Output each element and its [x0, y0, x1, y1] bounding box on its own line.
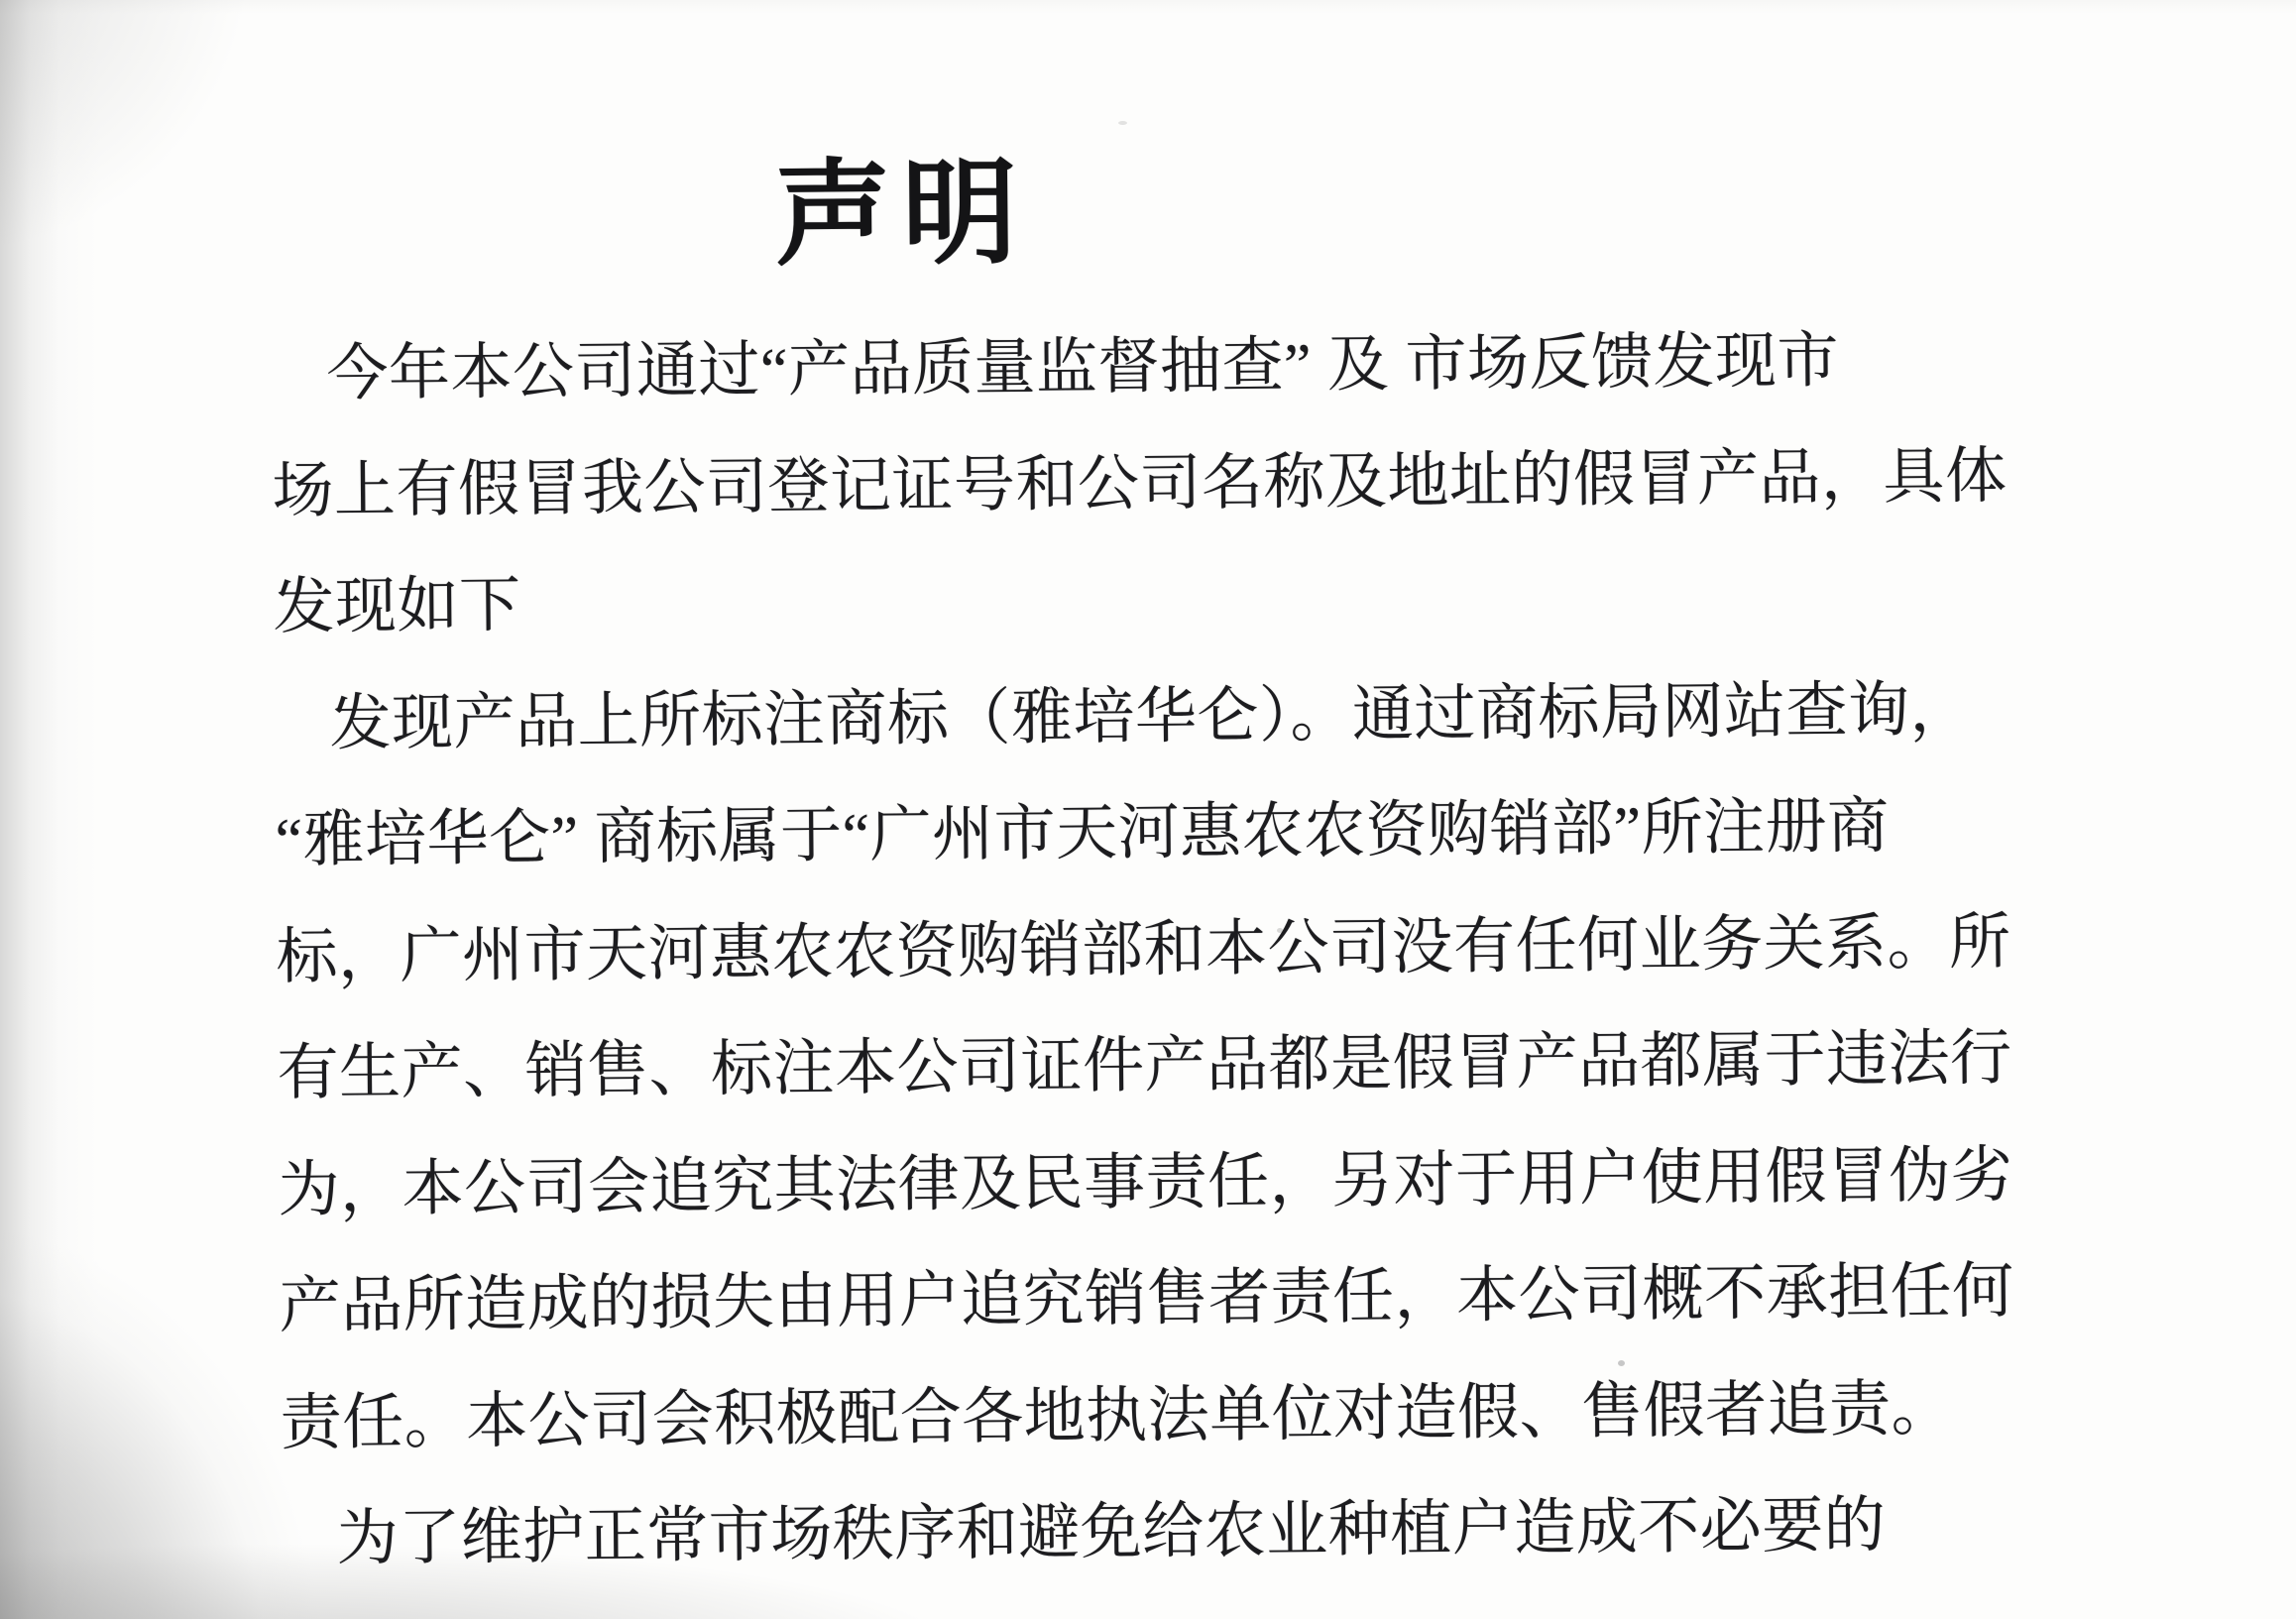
- paragraph-findings: [274, 651, 2045, 1482]
- text-line: 场上有假冒我公司登记证号和公司名称及地址的假冒产品，具体: [272, 442, 2008, 525]
- text-line: 为，本公司会追究其法律及民事责任，另对于用户使用假冒伪劣: [278, 1141, 2013, 1224]
- text-line: 责任。本公司会积极配合各地执法单位对造假、售假者追责。: [280, 1374, 1954, 1457]
- text-line: 发现产品上所标注商标（雅培华仑）。通过商标局网站查询，: [329, 675, 1973, 758]
- text-line: 今年本公司通过“产品质量监督抽查” 及 市场反馈发现市: [326, 327, 1840, 408]
- text-line: 有生产、销售、标注本公司证件产品都是假冒产品都属于违法行: [277, 1024, 2012, 1108]
- scan-speck: [1618, 1360, 1625, 1366]
- document-body: [271, 302, 2046, 1599]
- text-line: 发现如下: [273, 571, 521, 642]
- text-line: 为了维护正常市场秩序和避免给农业种植户造成不必要的: [336, 1491, 1887, 1573]
- paragraph-closing: [281, 1466, 2046, 1598]
- text-line: 产品所造成的损失由用户追究销售者责任，本公司概不承担任何: [279, 1257, 2014, 1341]
- document-title: 声明: [774, 151, 1030, 281]
- text-line: 标，广州市天河惠农农资购销部和本公司没有任何业务关系。所: [276, 908, 2011, 991]
- scan-speck: [1277, 928, 1283, 933]
- scan-speck: [1118, 121, 1127, 125]
- paragraph-intro: [271, 302, 2038, 667]
- text-line: “雅培华仑” 商标属于“广州市天河惠农农资购销部”所注册商: [275, 792, 1890, 875]
